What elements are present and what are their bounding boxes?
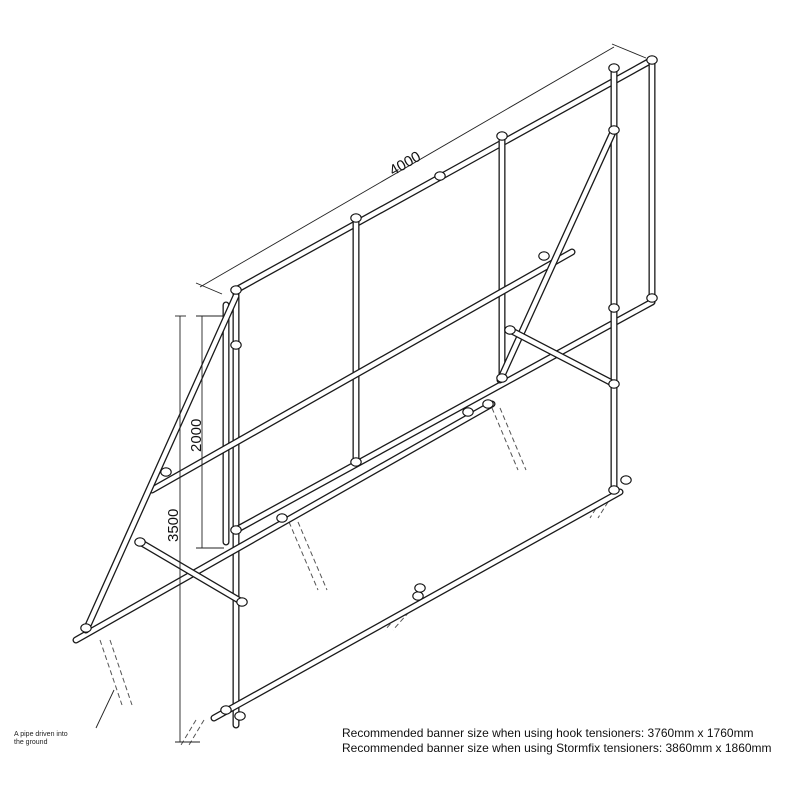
pipe-clamp-fitting	[463, 408, 473, 416]
pipe-clamp-fitting	[351, 458, 361, 466]
pipe-clamp-fitting	[621, 476, 631, 484]
pipe-clamp-fitting	[497, 132, 507, 140]
pipe-clamp-fitting	[277, 514, 287, 522]
pipe-clamp-fitting	[235, 712, 245, 720]
pipe-clamp-fitting	[231, 286, 241, 294]
pipe-clamp-fitting	[231, 526, 241, 534]
upper-rail-pipe-inner	[152, 252, 572, 490]
pipe-clamp-fitting	[351, 214, 361, 222]
dimension-lines	[96, 44, 646, 742]
pipe-frame	[76, 60, 652, 725]
pipe-clamp-fitting	[505, 326, 515, 334]
rear-brace-lower-pipe-inner	[510, 330, 614, 384]
pipe-clamp-fitting	[609, 64, 619, 72]
pipe-clamp-fitting	[609, 126, 619, 134]
pipe-clamp-fitting	[497, 374, 507, 382]
upper-height-dimension-label: 2000	[188, 418, 205, 452]
ground-pipe-note-line1: A pipe driven into	[14, 731, 68, 738]
width-dimension-label: 4000	[386, 148, 424, 180]
pipe-clamp-fitting	[647, 294, 657, 302]
pipe-clamp-fitting	[435, 172, 445, 180]
pipe-clamp-fitting	[135, 538, 145, 546]
pipe-clamp-fitting	[647, 56, 657, 64]
pipe-clamp-fitting	[415, 584, 425, 592]
pipe-clamp-fitting	[483, 400, 493, 408]
total-height-dimension-label: 3500	[165, 508, 182, 542]
hook-tensioner-banner-size: Recommended banner size when using hook tensioners: 3760mm x 1760mm	[342, 726, 754, 740]
pipe-clamp-fitting	[539, 252, 549, 260]
stormfix-tensioner-banner-size: Recommended banner size when using Stormfix tensioners: 3860mm x 1860mm	[342, 741, 772, 755]
pipe-clamp-fitting	[231, 341, 241, 349]
pipe-clamp-fitting	[237, 598, 247, 606]
rear-brace-upper-pipe-inner	[500, 130, 614, 380]
pipe-clamp-fitting	[221, 706, 231, 714]
pipe-clamp-fitting	[609, 304, 619, 312]
pipe-clamp-fitting	[609, 486, 619, 494]
pipe-clamp-fitting	[609, 380, 619, 388]
left-brace-upper-pipe-inner	[86, 296, 236, 630]
ground-pipe-note-line2: the ground	[14, 739, 48, 746]
pipe-clamp-fitting	[81, 624, 91, 632]
pipe-fittings	[81, 56, 657, 720]
pipe-clamp-fitting	[413, 592, 423, 600]
bottom-rail-pipe-inner	[236, 302, 652, 530]
pipe-clamp-fitting	[161, 468, 171, 476]
